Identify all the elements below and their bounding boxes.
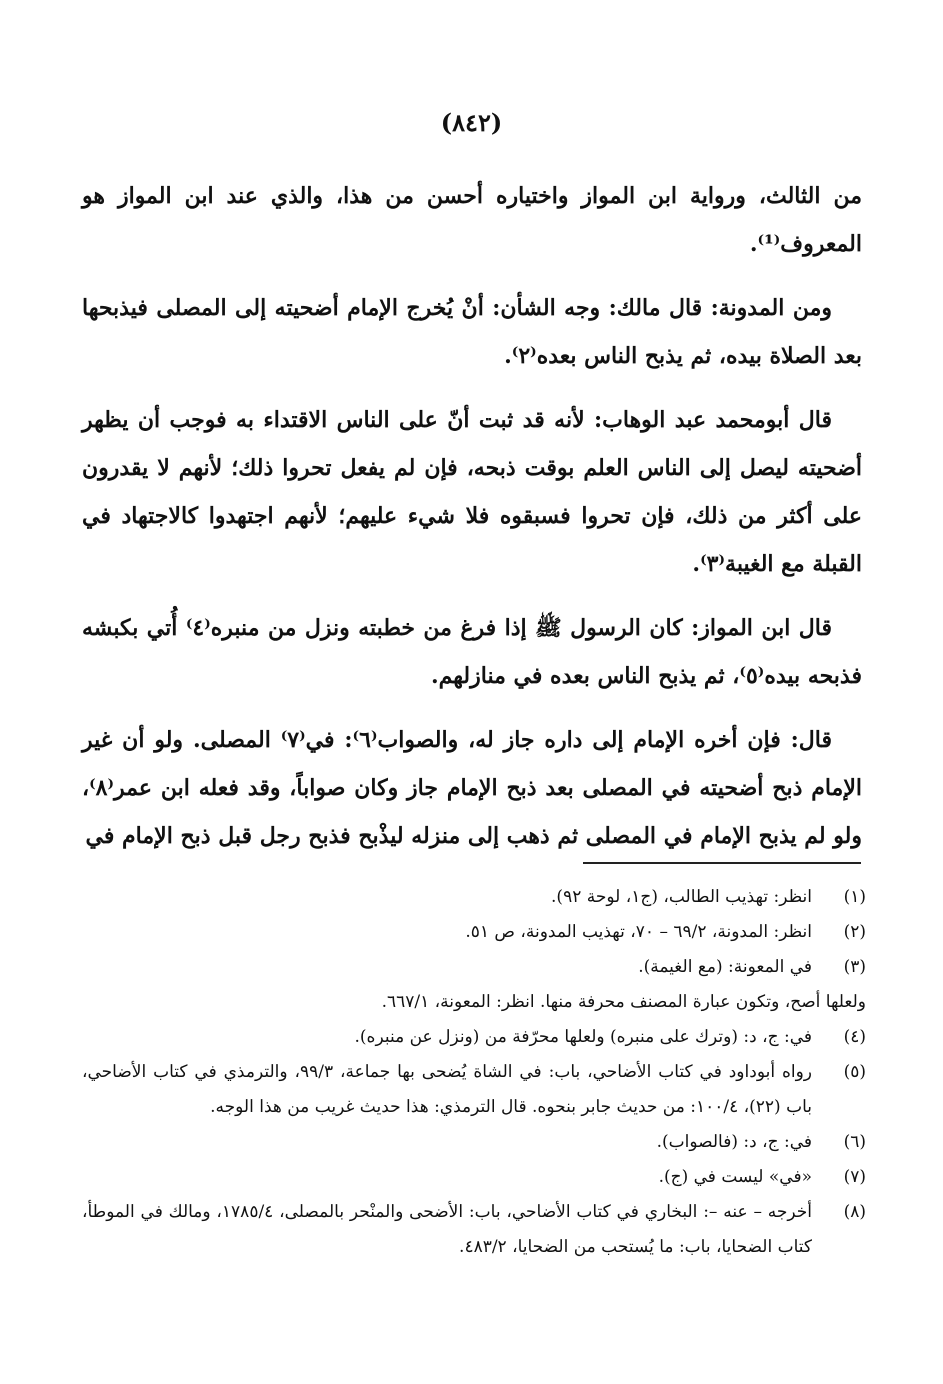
footnote-number: (٢) [843,922,866,942]
footnote-number: (٥) [843,1062,866,1082]
footnote-text: «في» ليست في (ج). [658,1167,812,1187]
footnote-text: انظر: المدونة، ٦٩/٢ – ٧٠، تهذيب المدونة، ص ٥١. [465,922,812,942]
page-number: (٨٤٢) [440,108,503,137]
paragraph: من الثالث، ورواية ابن المواز واختياره أحسن من هذا، والذي عند ابن المواز هو المعروف⁽¹⁾. [82,183,862,257]
footnote-number: (١) [843,887,866,907]
footnote [82,1125,866,1160]
footnote [82,880,866,915]
footnote [82,1195,866,1265]
footnote [82,950,866,985]
footnote-text: انظر: تهذيب الطالب، (ج١، لوحة ٩٢). [551,887,812,907]
footnote-text: في المعونة: (مع الغيمة). [638,957,812,977]
footnote-number: (٧) [843,1167,866,1187]
paragraph: قال أبومحمد عبد الوهاب: لأنه قد ثبت أنّ على الناس الاقتداء به فوجب أن يظهر أضحيته ليصل إلى الناس العلم بوقت ذبحه، فإن لم يفعل تحروا ذلك؛ لأنهم لا يقدرون على أكثر من ذلك، فإن تحروا فسبقوه فلا شيء عليهم؛ لأنهم اجتهدوا كالاجتهاد في القبلة مع الغيبة⁽٣⁾. [82,407,862,577]
footnote-number: (٣) [843,957,866,977]
footnotes [82,880,866,1265]
footnote-text: رواه أبوداود في كتاب الأضاحي، باب: في الشاة يُضحى بها جماعة، ٩٩/٣، والترمذي في كتاب الأضاحي، باب (٢٢)، ١٠٠/٤: من حديث جابر بنحوه. قال الترمذي: هذا حديث غريب من هذا الوجه. [82,1062,813,1117]
footnote-continuation: ولعلها أصح، وتكون عبارة المصنف محرفة منها. انظر: المعونة، ٦٦٧/١. [381,992,866,1012]
footnote-divider [583,862,861,864]
footnote-number: (٨) [843,1202,866,1222]
footnote [82,1055,866,1125]
footnote-number: (٤) [843,1027,866,1047]
paragraph: قال ابن المواز: كان الرسول ﷺ إذا فرغ من خطبته ونزل من منبره⁽٤⁾ أُتي بكبشه فذبحه بيده⁽٥⁾، ثم يذبح الناس بعده في منازلهم. [82,615,862,689]
footnote [82,915,866,950]
paragraph: قال: فإن أخره الإمام إلى داره جاز له، والصواب⁽٦⁾: في⁽٧⁾ المصلى. ولو أن غير الإمام ذبح أضحيته في المصلى بعد ذبح الإمام جاز وكان صواباً، وقد فعله ابن عمر⁽٨⁾، ولو لم يذبح الإمام في المصلى ثم ذهب إلى منزله ليذْبح فذبح رجل قبل ذبح الإمام في [82,727,862,849]
footnote [82,1020,866,1055]
footnote-number: (٦) [843,1132,866,1152]
footnote-text: في: ج، د: (وترك على منبره) ولعلها محرّفة من (ونزل عن منبره). [354,1027,812,1047]
footnote-text: في: ج، د: (فالصواب). [656,1132,812,1152]
paragraph: ومن المدونة: قال مالك: وجه الشأن: أنْ يُخرج الإمام أضحيته إلى المصلى فيذبحها بعد الصلاة بيده، ثم يذبح الناس بعده⁽٢⁾. [82,295,862,369]
main-text [82,172,862,876]
footnote [82,1160,866,1195]
footnote-text: أخرجه – عنه –: البخاري في كتاب الأضاحي، باب: الأضحى والمنْحر بالمصلى، ١٧٨٥/٤، ومالك في الموطأ، كتاب الضحايا، باب: ما يُستحب من الضحايا، ٤٨٣/٢. [82,1202,812,1257]
